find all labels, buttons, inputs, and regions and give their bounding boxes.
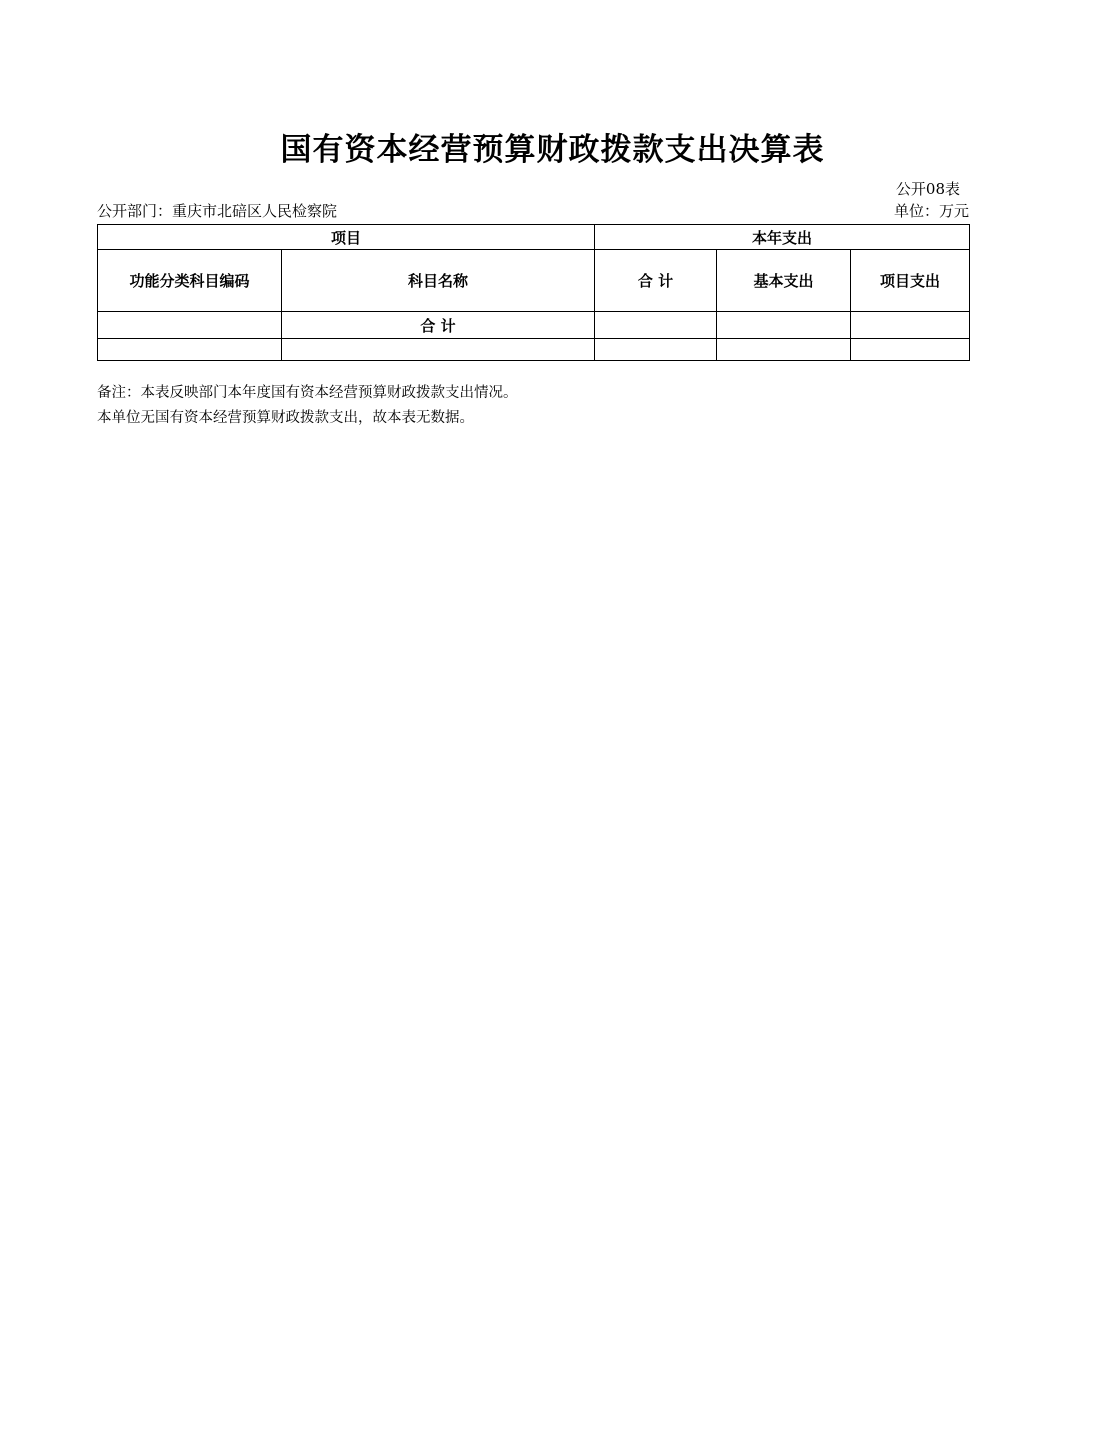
- form-code-label: 公开08表: [895, 180, 960, 198]
- table-notes: [97, 381, 977, 431]
- table-group-header-row: [98, 225, 970, 250]
- cell-total: [595, 312, 717, 339]
- unit-label: 单位：万元: [893, 202, 969, 220]
- column-header-subject-name: 科目名称: [282, 250, 595, 312]
- note-line-2: 本单位无国有资本经营预算财政拨款支出，故本表无数据。: [97, 410, 474, 426]
- table-row: [98, 312, 970, 339]
- table-column-header-row: [98, 250, 970, 312]
- cell-function-code: [98, 339, 282, 361]
- cell-project-expenditure: [851, 312, 970, 339]
- budget-table: [97, 224, 970, 361]
- meta-row: [97, 200, 969, 220]
- cell-basic-expenditure: [717, 312, 851, 339]
- cell-subject-name: [282, 339, 595, 361]
- group-header-item: 项目: [98, 225, 595, 250]
- page-title: 国有资本经营预算财政拨款支出决算表: [280, 132, 825, 168]
- column-header-function-code: 功能分类科目编码: [98, 250, 282, 312]
- cell-basic-expenditure: [717, 339, 851, 361]
- table-row: [98, 339, 970, 361]
- cell-function-code: [98, 312, 282, 339]
- column-header-total: 合 计: [595, 250, 717, 312]
- cell-total: [595, 339, 717, 361]
- cell-project-expenditure: [851, 339, 970, 361]
- column-header-basic-expenditure: 基本支出: [717, 250, 851, 312]
- note-line-1: 备注：本表反映部门本年度国有资本经营预算财政拨款支出情况。: [97, 385, 518, 401]
- group-header-current-year: 本年支出: [595, 225, 970, 250]
- cell-subject-name: 合 计: [282, 312, 595, 339]
- column-header-project-expenditure: 项目支出: [851, 250, 970, 312]
- department-label: 公开部门：重庆市北碚区人民检察院: [97, 202, 338, 220]
